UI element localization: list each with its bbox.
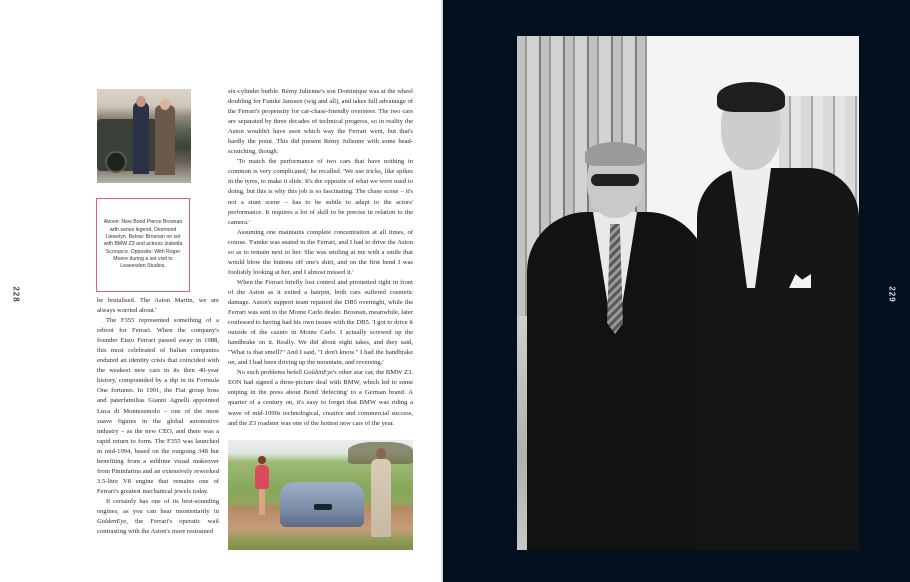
dress-shape bbox=[255, 465, 269, 489]
photo-caption-box bbox=[96, 198, 190, 292]
film-title: GoldenEye bbox=[97, 518, 127, 526]
photo-brosnan-llewelyn bbox=[97, 89, 191, 183]
text-run: No such problems befell bbox=[237, 369, 304, 377]
text-run: It certainly has one of its best-sounding engines, as you can hear momentarily in bbox=[97, 497, 219, 515]
hair-shape bbox=[585, 142, 645, 166]
text-run: , the Ferrari's operatic wail contrasting with the Aston's more restrained bbox=[97, 518, 219, 536]
paragraph: Assuming one maintains complete concentration at all times, of course. 'Famke was seated in the Ferrari, and I had to drive the Aston so as to remain next to her. She was smiling at me with a smile that would blow the buttons off one's shirt, and on the first bend I was foolishly looking at her, and I almost missed it.' bbox=[228, 228, 413, 276]
film-title: GoldenEye bbox=[303, 369, 333, 377]
hair-shape bbox=[717, 82, 785, 112]
suit-shape bbox=[371, 459, 391, 537]
page-number-right: 229 bbox=[887, 286, 897, 303]
paragraph: be brutalised. The Aston Martin, we are always worried about.' bbox=[97, 297, 219, 315]
body-text-right-column bbox=[228, 87, 413, 429]
grille-shape bbox=[314, 504, 332, 510]
paragraph: When the Ferrari briefly lost control and pirouetted right in front of the Aston as it exited a hairpin, both cars suffered cosmetic damage. Aston's support team repaired the DB5 overnight, while the Ferrari was sent to the Monte Carlo dealer. Brosnan, meanwhile, later confessed to having had his own issues with the DB5. 'I got to drive it outside of the casino in Monte Carlo. I actually screwed up the handbrake on it. Really. We did about eight takes, and they said, "What is that smell?" And I said, "I don't know." I had the handbrake on, and I had been driving up the mountain, and reversing.' bbox=[228, 278, 413, 367]
figure-scorupco bbox=[255, 456, 269, 516]
photo-brosnan-scorupco-z3 bbox=[228, 440, 413, 550]
figure-brosnan bbox=[697, 88, 859, 550]
paragraph: 'To match the performance of two cars that have nothing in common is very complicated,' he recalled. 'We use tricks, like spikes in the tyres, to make it slide. It's the opposite of what we were used to doing, but this is why this job is so fascinating. The chase scene – it's not a stunt scene – has to be subtle to adapt to the actors' performance. It requires a lot of skill to be precise in relation to the camera.' bbox=[228, 158, 413, 226]
head-shape bbox=[160, 99, 170, 110]
paragraph bbox=[228, 368, 413, 428]
photo-caption: Above: New Bond Pierce Brosnan with series legend, Desmond Llewelyn. Below: Brosnan on set with BMW Z3 and actress Izabella Scorupco. Opposite: With Roger Moore during a set visit to Leavesden Studios. bbox=[103, 219, 183, 270]
text-run: 's other star car, the BMW Z3. EON had signed a three-picture deal with BMW, which led to some sniping in the press about Bond 'defecting' to a German brand. A quarter of a century on, it's easy to forget that BMW was riding a wave of mid-1990s technological, creative and commercial success, and the Z3 roadster was one of the hottest new cars of the year. bbox=[228, 369, 413, 427]
legs-shape bbox=[259, 489, 265, 515]
figure-llewelyn bbox=[155, 105, 175, 175]
paragraph: The F355 represented something of a reboot for Ferrari. When the company's founder Enzo Ferrari passed away in 1988, this most celebrated of Italian companies endured an identity crisis that coincided with the weakest new cars in its then 40-year history, compounded by a dip in its Formula One fortunes. In 1991, the Fiat group boss and paterfamilias Gianni Agnelli appointed Luca di Montezemolo – one of the most suave figures in the global automotive industry – as the new CEO, and there was a rapid return to form. The F355 was launched in mid-1994, based on the outgoing 348 but benefiting from a sublime visual makeover from Pininfarina and an extensively reworked 3.5-litre V8 engine that remains one of Ferrari's greatest mechanical jewels today. bbox=[97, 317, 219, 495]
photo-moore-brosnan bbox=[517, 36, 859, 550]
sunglasses-shape bbox=[591, 174, 639, 186]
head-shape bbox=[376, 448, 386, 459]
suit-shape bbox=[697, 168, 859, 550]
figure-brosnan bbox=[371, 448, 391, 540]
bmw-z3-shape bbox=[280, 482, 364, 527]
paragraph: six-cylinder burble. Rémy Julienne's son Dominique was at the wheel doubling for Famke Janssen (wig and all), and takes full advantage of the Ferrari's propensity for car-chase-friendly oversteer. The two cars are separated by three decades of technical progress, so in reality the Aston wouldn't have seen which way the Ferrari went, but that's hardly the point. This did present Rémy Julienne with some head-scratching, though. bbox=[228, 88, 413, 156]
head-shape bbox=[136, 96, 146, 107]
figure-brosnan bbox=[133, 102, 149, 174]
page-number-left: 228 bbox=[11, 286, 21, 303]
paragraph bbox=[97, 497, 219, 537]
wheel-shape bbox=[105, 151, 127, 173]
body-text-left-column bbox=[97, 296, 219, 537]
head-shape bbox=[258, 456, 266, 464]
figure-moore bbox=[527, 146, 707, 550]
